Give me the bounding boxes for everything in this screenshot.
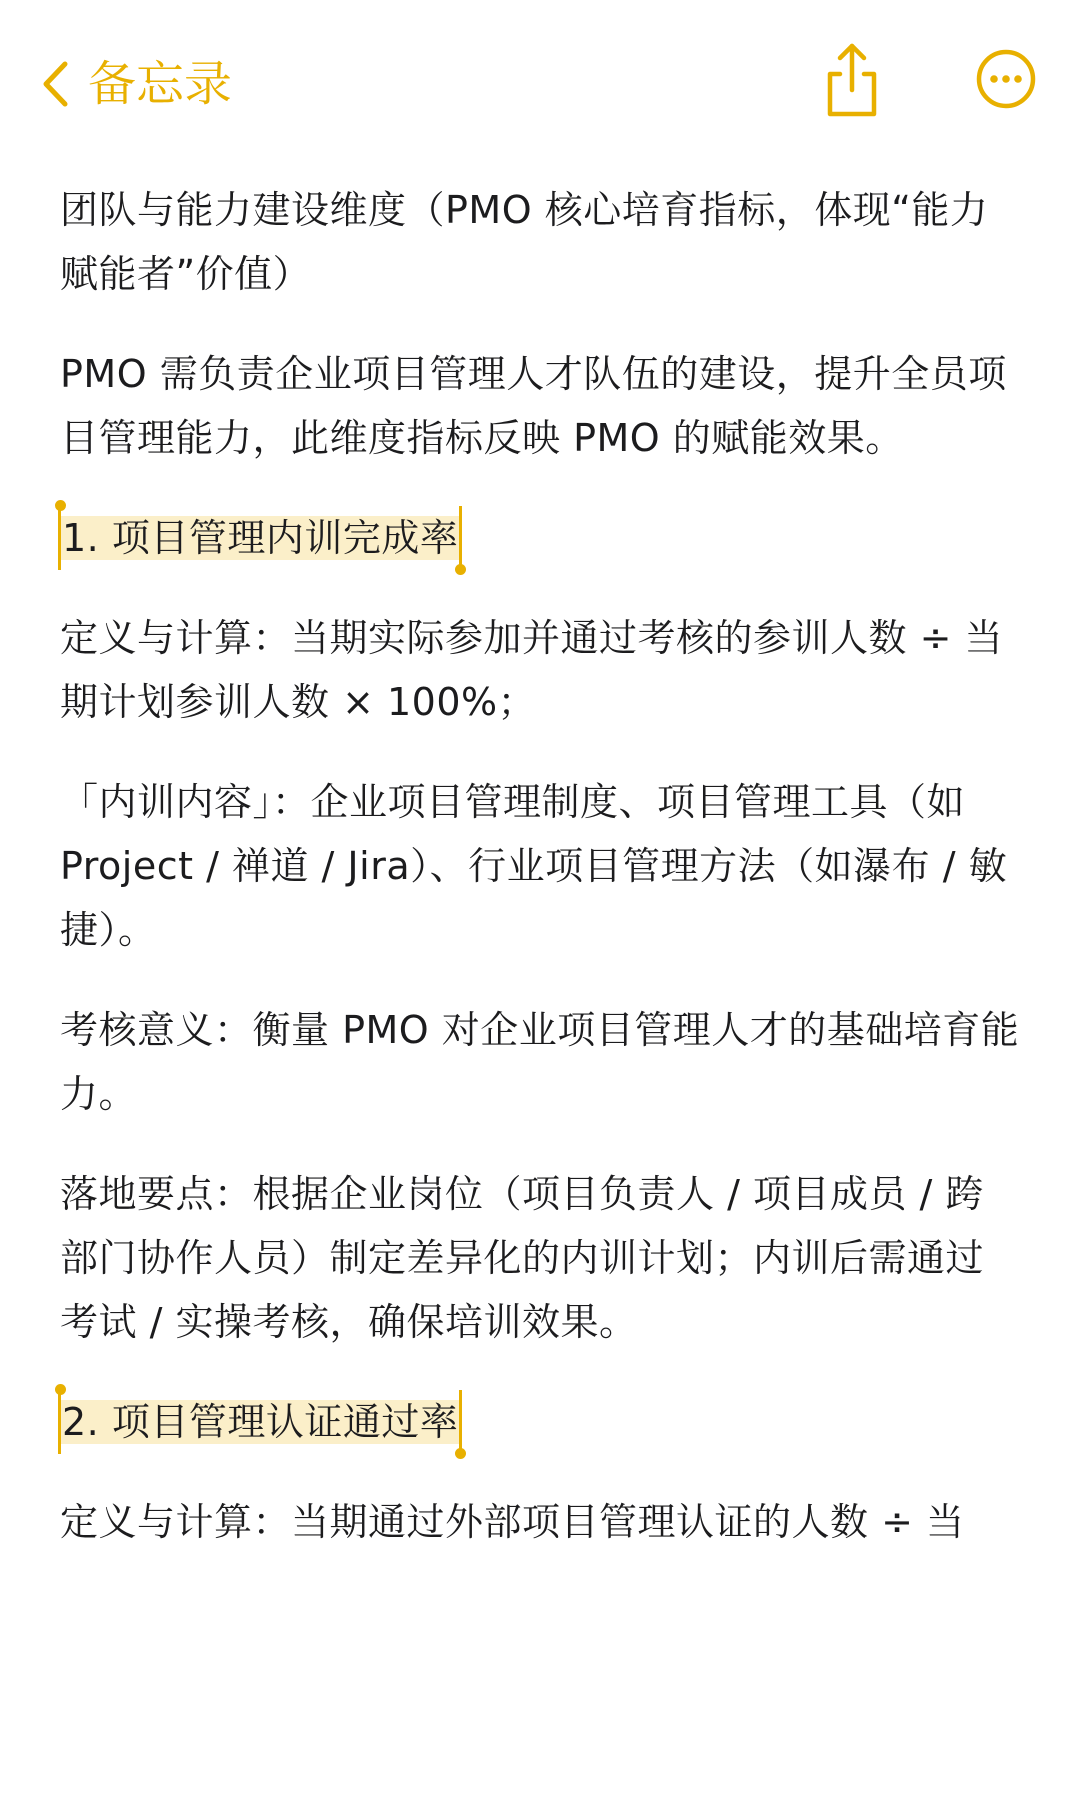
item2-definition: 定义与计算：当期通过外部项目管理认证的人数 ÷ 当 bbox=[60, 1500, 965, 1544]
selection-end-handle[interactable] bbox=[455, 564, 466, 575]
text-selection[interactable] bbox=[60, 506, 460, 570]
selection-end-caret bbox=[459, 506, 462, 570]
item1-content: 「内训内容」：企业项目管理制度、项目管理工具（如 Project / 禅道 / Jira）、行业项目管理方法（如瀑布 / 敏捷）。 bbox=[60, 780, 1008, 952]
ellipsis-circle-icon bbox=[975, 48, 1037, 110]
item1-significance: 考核意义：衡量 PMO 对企业项目管理人才的基础培育能力。 bbox=[60, 1008, 1020, 1116]
item1-heading-block bbox=[60, 506, 1020, 570]
selection-start-caret bbox=[58, 1390, 61, 1454]
navigation-bar bbox=[0, 0, 1080, 165]
item1-definition: 定义与计算：当期实际参加并通过考核的参训人数 ÷ 当期计划参训人数 × 100%； bbox=[60, 616, 1004, 724]
item2-heading: 2. 项目管理认证通过率 bbox=[62, 1400, 459, 1444]
item1-heading: 1. 项目管理内训完成率 bbox=[62, 516, 459, 560]
selection-end-handle[interactable] bbox=[455, 1448, 466, 1459]
text-selection-2[interactable] bbox=[60, 1390, 460, 1454]
section-title: 团队与能力建设维度（PMO 核心培育指标，体现“能力赋能者”价值） bbox=[60, 188, 989, 296]
item2-heading-block bbox=[60, 1390, 1020, 1454]
item1-key-points: 落地要点：根据企业岗位（项目负责人 / 项目成员 / 跨部门协作人员）制定差异化的内训计划；内训后需通过考试 / 实操考核，确保培训效果。 bbox=[60, 1172, 985, 1344]
back-label: 备忘录 bbox=[88, 56, 233, 112]
selection-end-caret bbox=[459, 1390, 462, 1454]
intro-paragraph: PMO 需负责企业项目管理人才队伍的建设，提升全员项目管理能力，此维度指标反映 PMO 的赋能效果。 bbox=[60, 352, 1007, 460]
note-body[interactable] bbox=[60, 178, 1020, 1554]
share-button[interactable] bbox=[822, 40, 882, 120]
chevron-left-icon bbox=[40, 59, 70, 109]
back-button[interactable] bbox=[40, 48, 232, 120]
more-button[interactable] bbox=[975, 48, 1037, 110]
share-icon bbox=[822, 40, 882, 120]
selection-start-caret bbox=[58, 506, 61, 570]
